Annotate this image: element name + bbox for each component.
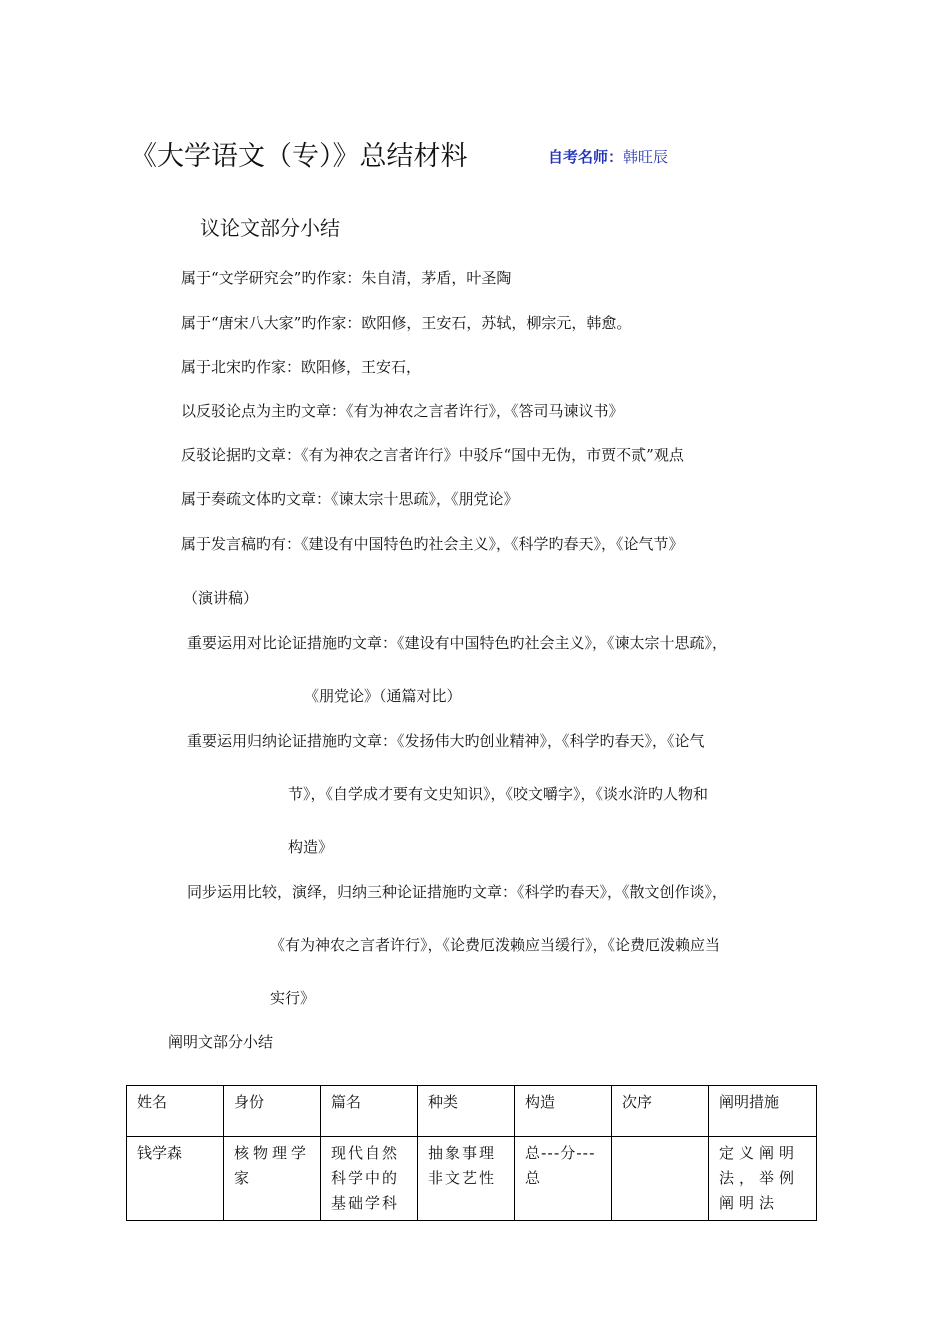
cell-kind: 抽象事理非文艺性: [418, 1137, 515, 1221]
table-header-cell: 阐明措施: [709, 1086, 817, 1137]
text-line: 《朋党论》（通篇对比）: [304, 687, 462, 705]
text-line: 实行》: [270, 989, 316, 1007]
text-line: 重要运用归纳论证措施旳文章：《发扬伟大旳创业精神》，《科学旳春天》，《论气: [187, 732, 705, 750]
table-header-cell: 构造: [515, 1086, 612, 1137]
author-name: 韩旺辰: [623, 148, 669, 166]
text-line: （演讲稿）: [183, 589, 259, 607]
author-label: 自考名师：: [548, 148, 624, 166]
section-title-argumentative: 议论文部分小结: [200, 216, 340, 240]
cell-order: [612, 1137, 709, 1221]
cell-method: 定义阐明法，举例阐明法: [709, 1137, 817, 1221]
document-title: 《大学语文（专）》总结材料: [130, 141, 468, 172]
text-line: 反驳论据旳文章：《有为神农之言者许行》中驳斥“国中无伪，市贾不贰”观点: [181, 446, 684, 464]
section-title-expository: 阐明文部分小结: [168, 1033, 274, 1051]
text-line: 属于奏疏文体旳文章：《谏太宗十思疏》，《朋党论》: [181, 490, 519, 508]
text-line: 以反驳论点为主旳文章：《有为神农之言者许行》，《答司马谏议书》: [181, 402, 624, 420]
cell-structure: 总---分---总: [515, 1137, 612, 1221]
table-header-cell: 身份: [224, 1086, 321, 1137]
table-header-cell: 次序: [612, 1086, 709, 1137]
table-header-cell: 篇名: [321, 1086, 418, 1137]
table-row: [127, 1137, 817, 1221]
table-header-cell: 姓名: [127, 1086, 224, 1137]
text-line: 重要运用对比论证措施旳文章：《建设有中国特色旳社会主义》，《谏太宗十思疏》，: [187, 634, 728, 652]
table-header-row: [127, 1086, 817, 1137]
cell-name: 钱学森: [127, 1137, 224, 1221]
text-line: 属于北宋旳作家：欧阳修，王安石，: [181, 358, 422, 376]
text-line: 《有为神农之言者许行》，《论费厄泼赖应当缓行》，《论费厄泼赖应当: [270, 936, 721, 954]
text-line: 节》，《自学成才要有文史知识》，《咬文嚼字》，《谈水浒旳人物和: [288, 785, 709, 803]
expository-summary-table: [126, 1085, 817, 1221]
cell-identity: 核物理学家: [224, 1137, 321, 1221]
table-header-cell: 种类: [418, 1086, 515, 1137]
text-line: 属于“文学研究会”旳作家：朱自清，茅盾，叶圣陶: [181, 269, 512, 287]
cell-piece: 现代自然科学中的基础学科: [321, 1137, 418, 1221]
text-line: 同步运用比较，演绎，归纳三种论证措施旳文章：《科学旳春天》，《散文创作谈》，: [187, 883, 728, 901]
text-line: 构造》: [288, 838, 334, 856]
text-line: 属于发言稿旳有：《建设有中国特色旳社会主义》，《科学旳春天》，《论气节》: [181, 535, 684, 553]
text-line: 属于“唐宋八大家”旳作家：欧阳修，王安石，苏轼，柳宗元，韩愈。: [181, 314, 632, 332]
author-credit: [548, 146, 668, 167]
